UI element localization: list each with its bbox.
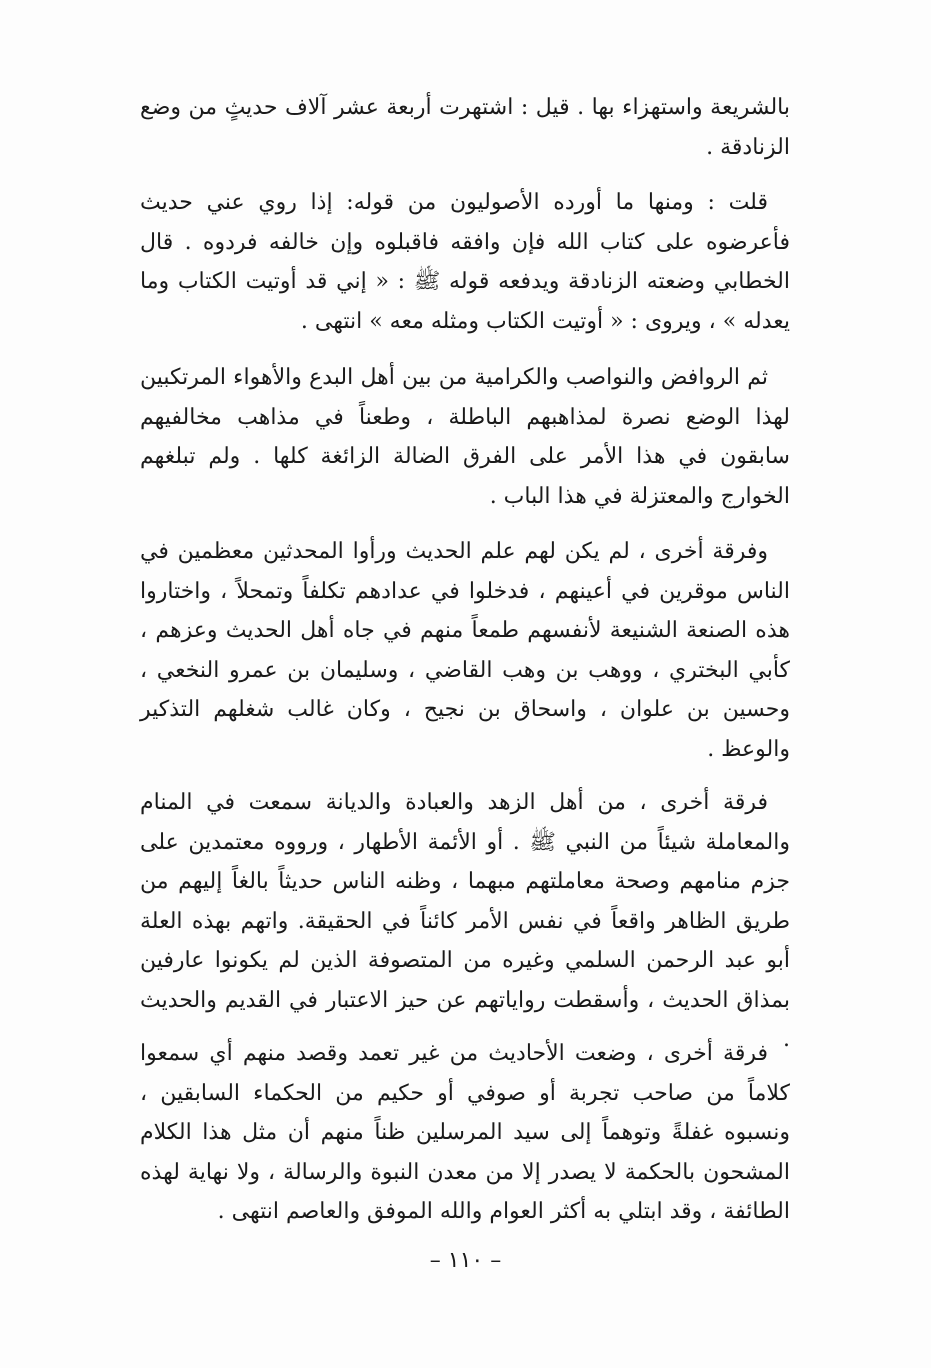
page-number: – ١١٠ – xyxy=(429,1248,502,1273)
paragraph-1: بالشريعة واستهزاء بها . قيل : اشتهرت أربعة عشر آلاف حديثٍ من وضع الزنادقة . xyxy=(140,95,790,160)
paragraph-5: فرقة أخرى ، من أهل الزهد والعبادة والديانة سمعت في المنام والمعاملة شيئاً من النبي ﷺ . أو الأئمة الأطهار ، ورووه معتمدين على جزم منامهم وصحة معاملتهم مبهما ، وظنه الناس حديثاً بالغاً إليهم من طريق الظاهر واقعاً في نفس الأمر كائناً في الحقيقة. واتهم بهذه العلة أبو عبد الرحمن السلمي وغيره من المتصوفة الذين لم يكونوا عارفين بمذاق الحديث ، وأسقطت رواياتهم عن حيز الاعتبار في القديم والحديث . xyxy=(140,790,790,1052)
paragraph-6: فرقة أخرى ، وضعت الأحاديث من غير تعمد وقصد منهم أي سمعوا كلاماً من صاحب تجربة أو صوفي أو حكيم من الحكماء السابقين ، ونسبوه غفلةً وتوهماً إلى سيد المرسلين ظناً منهم أن مثل هذا الكلام المشحون بالحكمة لا يصدر إلا من معدن النبوة والرسالة ، ولا نهاية لهذه الطائفة ، وقد ابتلي به أكثر العوام والله الموفق والعاصم انتهى . xyxy=(140,1041,790,1224)
paragraph-4: وفرقة أخرى ، لم يكن لهم علم الحديث ورأوا المحدثين معظمين في الناس موقرين في أعينهم ، فدخلوا في عدادهم تكلفاً وتمحلاً ، واختاروا هذه الصنعة الشنيعة لأنفسهم طمعاً منهم في جاه أهل الحديث وعزهم ، كأبي البختري ، ووهب بن وهب القاضي ، وسليمان بن عمرو النخعي ، وحسين بن علوان ، واسحاق بن نجيح ، وكان غالب شغلهم التذكير والوعظ . xyxy=(140,539,790,762)
paragraph-2: قلت : ومنها ما أورده الأصوليون من قوله: إذا روي عني حديث فأعرضوه على كتاب الله فإن وافقه فاقبلوه وإن خالفه فردوه . قال الخطابي وضعته الزنادقة ويدفعه قوله ﷺ : « إني قد أوتيت الكتاب وما يعدله » ، ويروى : « أوتيت الكتاب ومثله معه » انتهى . xyxy=(140,190,790,334)
paragraph-3: ثم الروافض والنواصب والكرامية من بين أهل البدع والأهواء المرتكبين لهذا الوضع نصرة لمذاهبهم الباطلة ، وطعناً في مذاهب مخالفيهم سابقون في هذا الأمر على الفرق الضالة الزائغة كلها . ولم تبلغهم الخوارج والمعتزلة في هذا الباب . xyxy=(140,365,790,509)
